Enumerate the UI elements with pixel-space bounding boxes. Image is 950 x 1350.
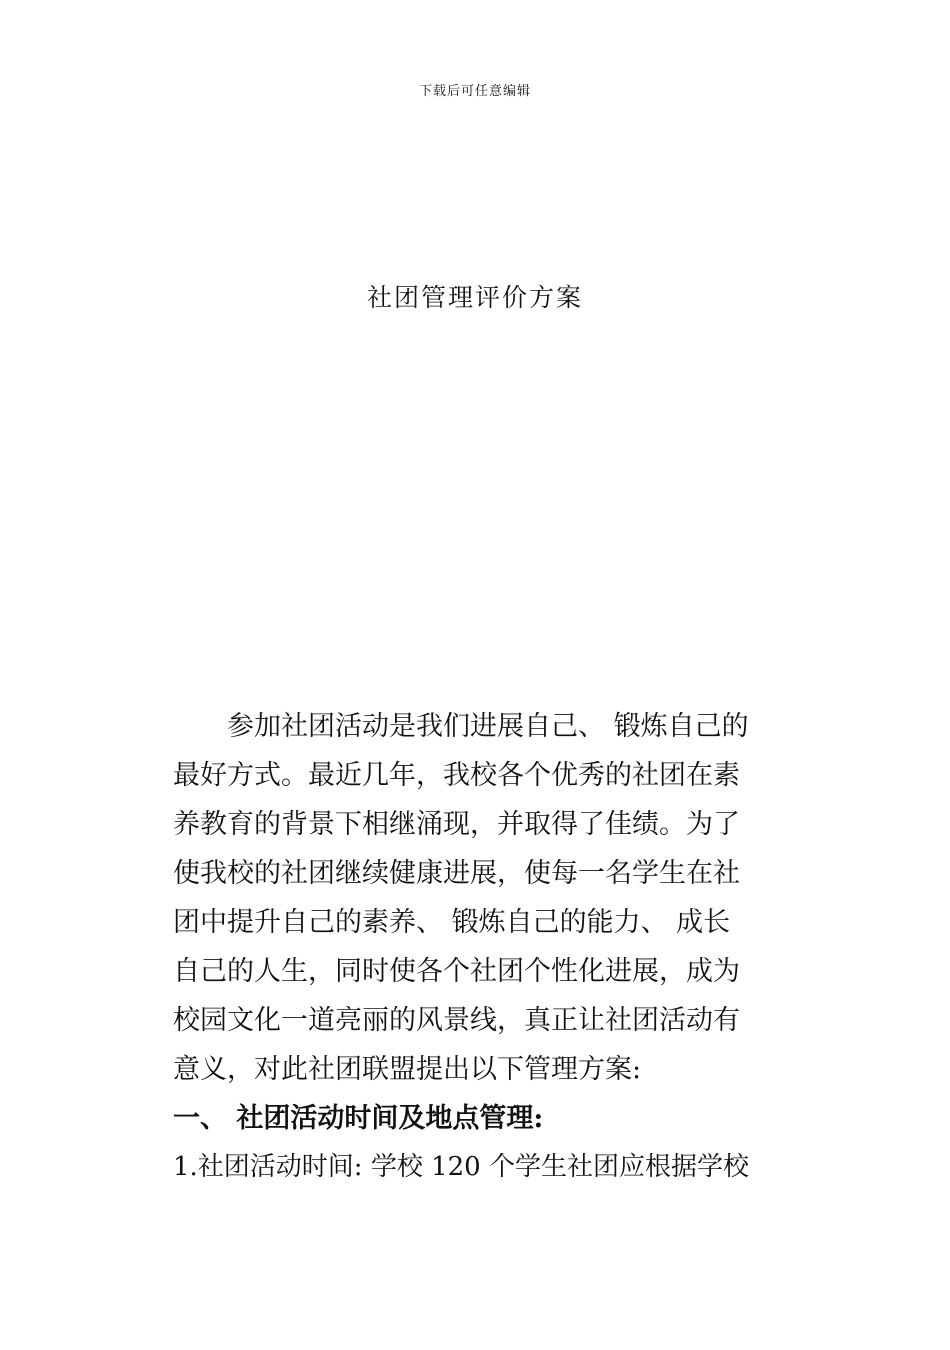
paragraph-line: 自己的人生，同时使各个社团个性化进展，成为 xyxy=(173,956,740,987)
paragraph-line: 最好方式。最近几年，我校各个优秀的社团在素 xyxy=(173,760,740,791)
paragraph-line: 参加社团活动是我们进展自己、 锻炼自己的 xyxy=(173,711,749,742)
paragraph-line: 校园文化一道亮丽的风景线，真正让社团活动有 xyxy=(173,1005,740,1036)
paragraph-line: 意义，对此社团联盟提出以下管理方案: xyxy=(173,1054,642,1085)
paragraph-line: 团中提升自己的素养、 锻炼自己的能力、 成长 xyxy=(173,907,731,938)
header-note: 下载后可任意编辑 xyxy=(418,84,531,99)
document-body xyxy=(173,702,783,1192)
list-item: 1.社团活动时间: 学校 120 个学生社团应根据学校 xyxy=(173,1152,749,1182)
section-heading: 一、 社团活动时间及地点管理: xyxy=(173,1103,544,1134)
paragraph-line: 养教育的背景下相继涌现，并取得了佳绩。为了 xyxy=(173,809,740,840)
paragraph-line: 使我校的社团继续健康进展，使每一名学生在社 xyxy=(173,858,740,889)
document-title: 社团管理评价方案 xyxy=(366,283,583,312)
